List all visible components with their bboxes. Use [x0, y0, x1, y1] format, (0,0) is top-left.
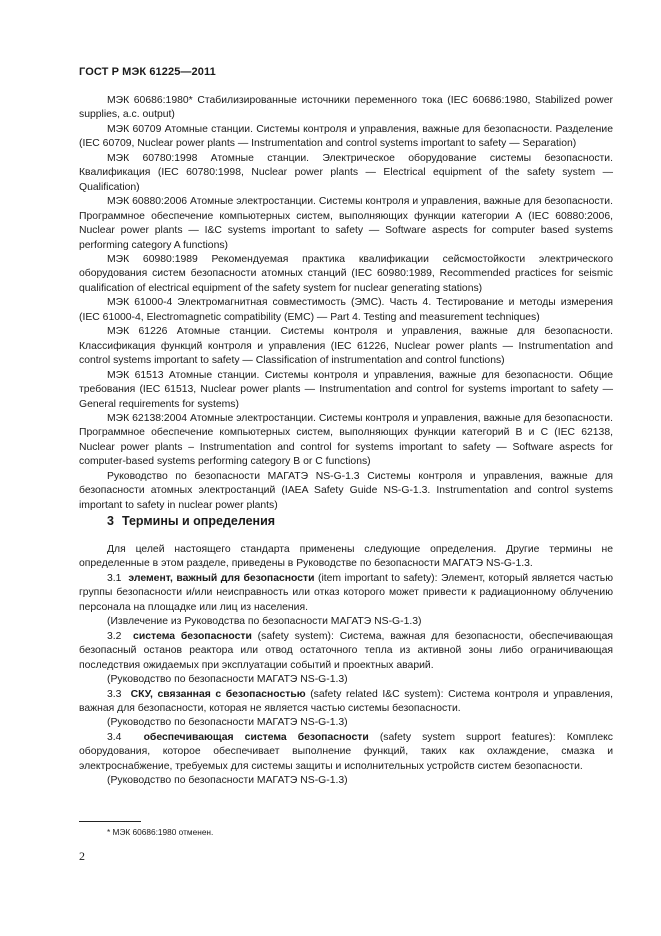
definition-source: (Руководство по безопасности МАГАТЭ NS-G-1.3) — [107, 775, 348, 787]
definition-source: (Руководство по безопасности МАГАТЭ NS-G-1.3) — [107, 674, 348, 686]
footnote-divider — [79, 821, 141, 822]
footnote: * МЭК 60686:1980 отменен. — [107, 827, 214, 837]
reference-item: МЭК 60980:1989 Рекомендуемая практика квалификации сейсмостойкости электрического оборудования систем безопасности атомных станций (IEC 60980:1989, Recommended practices for seismic qualification of electrical equipment of the safety system for nuclear generating stations) — [79, 253, 613, 294]
definition-item — [79, 630, 613, 673]
reference-item: Руководство по безопасности МАГАТЭ NS-G-1.3 Системы контроля и управления, важные для безопасности атомных электростанций (IAEA Safety Guide NS-G-1.3. Instrumentation and control systems important to safety in nuclear power plants) — [79, 470, 613, 511]
page-number: 2 — [79, 849, 85, 863]
reference-item: МЭК 60880:2006 Атомные электростанции. Системы контроля и управления, важные для безопасности. Программное обеспечение компьютерных систем, выполняющих функции категории А (IEC 60880:2006, Nuclear power plants — I&C systems important to safety — Software aspects for computer based systems performing category A functions) — [79, 196, 613, 251]
reference-item: МЭК 60780:1998 Атомные станции. Электрическое оборудование системы безопасности. Квалификация (IEC 60780:1998, Nuclear power plants — Electrical equipment of the safety system — Qualification) — [79, 152, 613, 193]
reference-item: МЭК 61000-4 Электромагнитная совместимость (ЭМС). Часть 4. Тестирование и методы измерения (IEC 61000-4, Electromagnetic compatibility (EMC) — Part 4. Testing and measurement techniques) — [79, 297, 613, 323]
section-intro: Для целей настоящего стандарта применены следующие определения. Другие термины не определенные в этом разделе, приведены в Руководстве по безопасности МАГАТЭ NS-G-1.3. — [79, 544, 613, 570]
definition-term: элемент, важный для безопасности — [128, 572, 315, 584]
definition-text: (safety system support features): Комплекс оборудования, которое обеспечивает выполнение функций, таких как охлаждение, смазка и электроснабжение, требуемых для системы защиты и исполнительных устройств систем безопасности. — [79, 731, 613, 772]
definition-item — [79, 688, 613, 717]
definition-text: (safety system): Система, важная для безопасности, обеспечивающая безопасный останов реактора или отвод остаточного тепла из активной зоны либо ограничивающая последствия ожидаемых при эксплуатации событий и проектных аварий. — [79, 630, 613, 671]
reference-item: МЭК 60709 Атомные станции. Системы контроля и управления, важные для безопасности. Разделение (IEC 60709, Nuclear power plants — Instrumentation and control systems important to safety — Separation) — [79, 123, 613, 150]
reference-item: МЭК 61513 Атомные станции. Системы контроля и управления, важные для безопасности. Общие требования (IEC 61513, Nuclear power plants — Instrumentation and control for systems important to safety — General requirements for systems) — [79, 369, 613, 410]
section-title: Термины и определения — [121, 514, 276, 528]
definition-term: обеспечивающая система безопасности — [143, 731, 369, 743]
definition-number: 3.4 — [107, 731, 122, 743]
definition-number: 3.2 — [107, 630, 122, 642]
reference-item: МЭК 61226 Атомные станции. Системы контроля и управления, важные для безопасности. Классификация функций контроля и управления (IEC 61226, Nuclear power plants — Instrumentation and control systems important to safety — Classification of instrumentation and control functions) — [79, 326, 613, 367]
section-heading — [107, 514, 283, 528]
definition-item — [79, 572, 613, 615]
definition-source: (Извлечение из Руководства по безопасности МАГАТЭ NS-G-1.3) — [107, 616, 422, 628]
definition-source: (Руководство по безопасности МАГАТЭ NS-G-1.3) — [107, 717, 348, 729]
definition-number: 3.3 — [107, 688, 122, 700]
definition-text: (item important to safety): Элемент, который является частью группы безопасности и/или неисправность или отказ которого может привести к радиационному облучению персонала на площадке или лиц из населения. — [79, 572, 614, 613]
definition-text: (safety related I&C system): Система контроля и управления, важная для безопасности, которая не является частью системы безопасности. — [79, 688, 613, 714]
definition-term: система безопасности — [133, 630, 252, 642]
definitions-block — [79, 543, 613, 789]
reference-item: МЭК 62138:2004 Атомные электростанции. Системы контроля и управления, важные для безопасности. Программное обеспечение компьютерных систем, выполняющих функции категорий В и С (IEC 62138, Nuclear power plants – Instrumentation and control for systems important to safety — Software aspects for computer-based systems performing category B or C functions) — [79, 412, 613, 468]
section-number: 3 — [107, 514, 114, 528]
definition-term: СКУ, связанная с безопасностью — [130, 688, 306, 700]
standard-header: ГОСТ Р МЭК 61225—2011 — [79, 66, 216, 78]
definition-item — [79, 731, 613, 774]
normative-references — [79, 94, 613, 513]
reference-item: МЭК 60686:1980* Стабилизированные источники переменного тока (IEC 60686:1980, Stabilized power supplies, a.c. output) — [79, 95, 613, 121]
definition-number: 3.1 — [107, 572, 122, 584]
